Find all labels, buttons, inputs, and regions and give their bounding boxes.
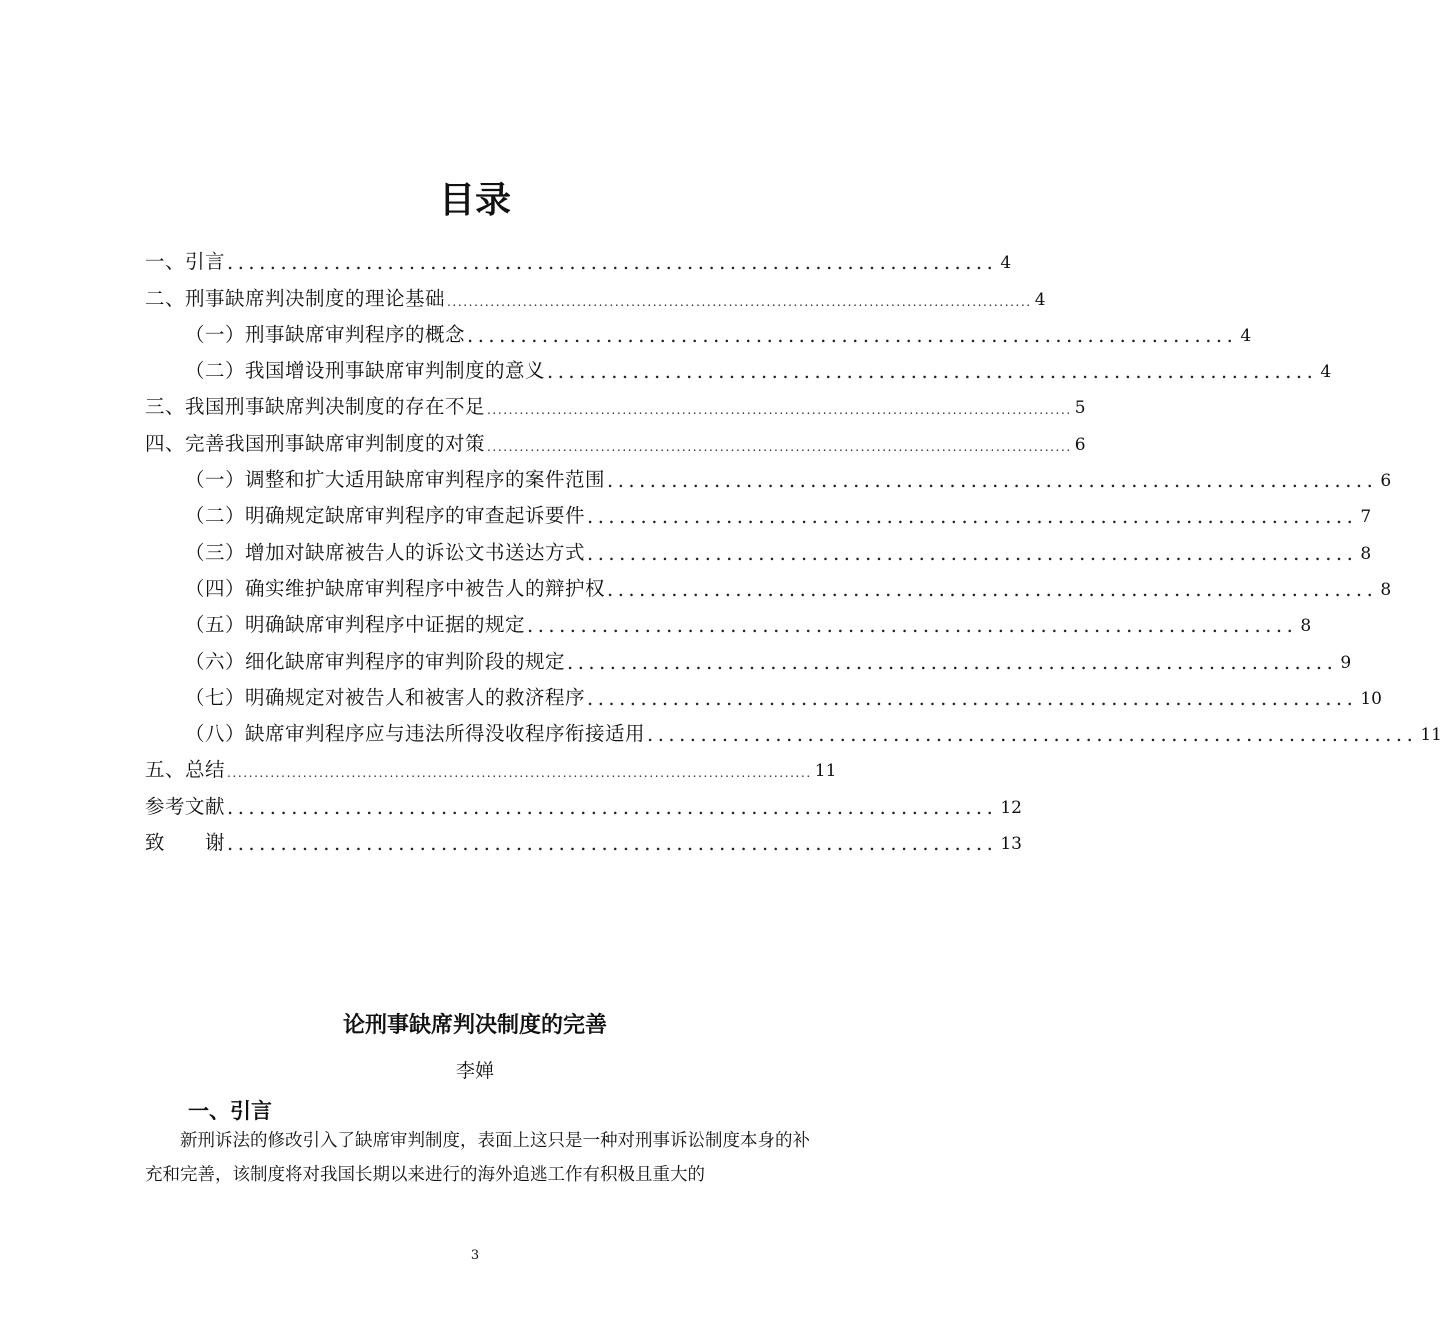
toc-leader: ............................................................................................................	[447, 294, 1032, 309]
toc-entry-page: 11	[814, 761, 837, 782]
toc-entry-page: 4	[1320, 362, 1332, 383]
toc-entry[interactable]	[145, 819, 1022, 856]
toc-leader: ........................................................................	[467, 323, 1238, 347]
toc-entry-label: 四、完善我国刑事缺席审判制度的对策	[145, 431, 486, 455]
toc-entry-page: 6	[1074, 434, 1086, 455]
toc-entry[interactable]	[145, 347, 1332, 384]
toc-entry[interactable]	[145, 274, 1046, 310]
toc-leader: ........................................................................	[567, 650, 1338, 674]
toc-entry-label: （五）明确缺席审判程序中证据的规定	[185, 613, 526, 637]
toc-entry-label: 三、我国刑事缺席判决制度的存在不足	[145, 395, 486, 419]
toc-entry[interactable]	[145, 311, 1252, 347]
toc-entry-page: 13	[1000, 834, 1022, 855]
toc-entry[interactable]	[145, 637, 1352, 674]
toc-leader: ........................................................................	[227, 832, 998, 856]
section-heading: 一、引言	[188, 1099, 272, 1123]
toc-entry[interactable]	[145, 601, 1312, 638]
toc-leader: ........................................................................	[607, 577, 1378, 601]
toc-entry-label: （四）确实维护缺席审判程序中被告人的辩护权	[185, 576, 606, 600]
toc-leader: ........................................................................	[547, 360, 1318, 384]
toc-entry[interactable]	[145, 419, 1086, 455]
toc-entry-page: 9	[1340, 652, 1352, 673]
toc-leader: ........................................................................	[587, 541, 1358, 565]
toc-entry-label: （六）细化缺席审判程序的审判阶段的规定	[185, 649, 566, 673]
toc-entry-page: 12	[1000, 797, 1022, 818]
toc-entry-label: （二）我国增设刑事缺席审判制度的意义	[185, 359, 546, 383]
toc-entry-page: 4	[1240, 325, 1252, 346]
page-number: 3	[470, 1248, 480, 1263]
toc-entry-label: （八）缺席审判程序应与违法所得没收程序衔接适用	[185, 722, 646, 746]
toc-entry-page: 7	[1360, 507, 1372, 528]
toc-title: 目录	[438, 180, 511, 221]
toc-entry[interactable]	[145, 746, 837, 782]
toc-entry[interactable]	[145, 238, 1012, 275]
toc-entry-label: （一）调整和扩大适用缺席审判程序的案件范围	[185, 468, 606, 492]
article-author: 李婵	[455, 1060, 494, 1082]
toc-entry[interactable]	[145, 492, 1372, 529]
toc-leader: ........................................................................	[227, 251, 998, 275]
toc-leader: ............................................................................................................	[487, 403, 1072, 418]
toc-entry[interactable]	[145, 782, 1022, 819]
toc-entry-page: 8	[1300, 616, 1312, 637]
body-paragraph: 新刑诉法的修改引入了缺席审判制度，表面上这只是一种对刑事诉讼制度本身的补充和完善，该制度将对我国长期以来进行的海外追逃工作有积极且重大的	[145, 1131, 810, 1185]
article-title: 论刑事缺席判决制度的完善	[342, 1013, 607, 1038]
table-of-contents	[145, 238, 1442, 856]
toc-leader: ........................................................................	[587, 686, 1358, 710]
toc-leader: ........................................................................	[607, 469, 1378, 493]
toc-leader: ............................................................................................................	[487, 439, 1072, 454]
toc-entry-label: （二）明确规定缺席审判程序的审查起诉要件	[185, 504, 586, 528]
toc-entry-label: 致 谢	[145, 831, 226, 855]
toc-leader: ........................................................................	[227, 795, 998, 819]
toc-entry-page: 11	[1420, 725, 1442, 746]
toc-entry-page: 4	[1034, 289, 1046, 310]
toc-leader: ............................................................................................................	[227, 766, 812, 781]
toc-entry[interactable]	[145, 565, 1392, 601]
toc-entry-page: 8	[1360, 543, 1372, 564]
toc-entry-label: 五、总结	[145, 758, 226, 782]
toc-entry[interactable]	[145, 674, 1382, 710]
toc-entry-page: 4	[1000, 253, 1012, 274]
toc-entry-label: （三）增加对缺席被告人的诉讼文书送达方式	[185, 540, 586, 564]
toc-entry-label: （七）明确规定对被告人和被害人的救济程序	[185, 685, 586, 709]
toc-leader: ........................................................................	[647, 723, 1418, 747]
toc-entry-label: （一）刑事缺席审判程序的概念	[185, 322, 466, 346]
toc-entry-label: 二、刑事缺席判决制度的理论基础	[145, 286, 446, 310]
toc-leader: ........................................................................	[587, 505, 1358, 529]
toc-entry-page: 8	[1380, 579, 1392, 600]
toc-entry-page: 6	[1380, 471, 1392, 492]
toc-entry-label: 参考文献	[145, 794, 226, 818]
toc-entry-label: 一、引言	[145, 250, 226, 274]
toc-entry-page: 5	[1074, 398, 1086, 419]
toc-entry[interactable]	[145, 456, 1392, 493]
toc-entry-page: 10	[1360, 688, 1382, 709]
toc-entry[interactable]	[145, 383, 1086, 419]
toc-entry[interactable]	[145, 528, 1372, 565]
toc-leader: ........................................................................	[527, 614, 1298, 638]
toc-entry[interactable]	[145, 710, 1442, 747]
